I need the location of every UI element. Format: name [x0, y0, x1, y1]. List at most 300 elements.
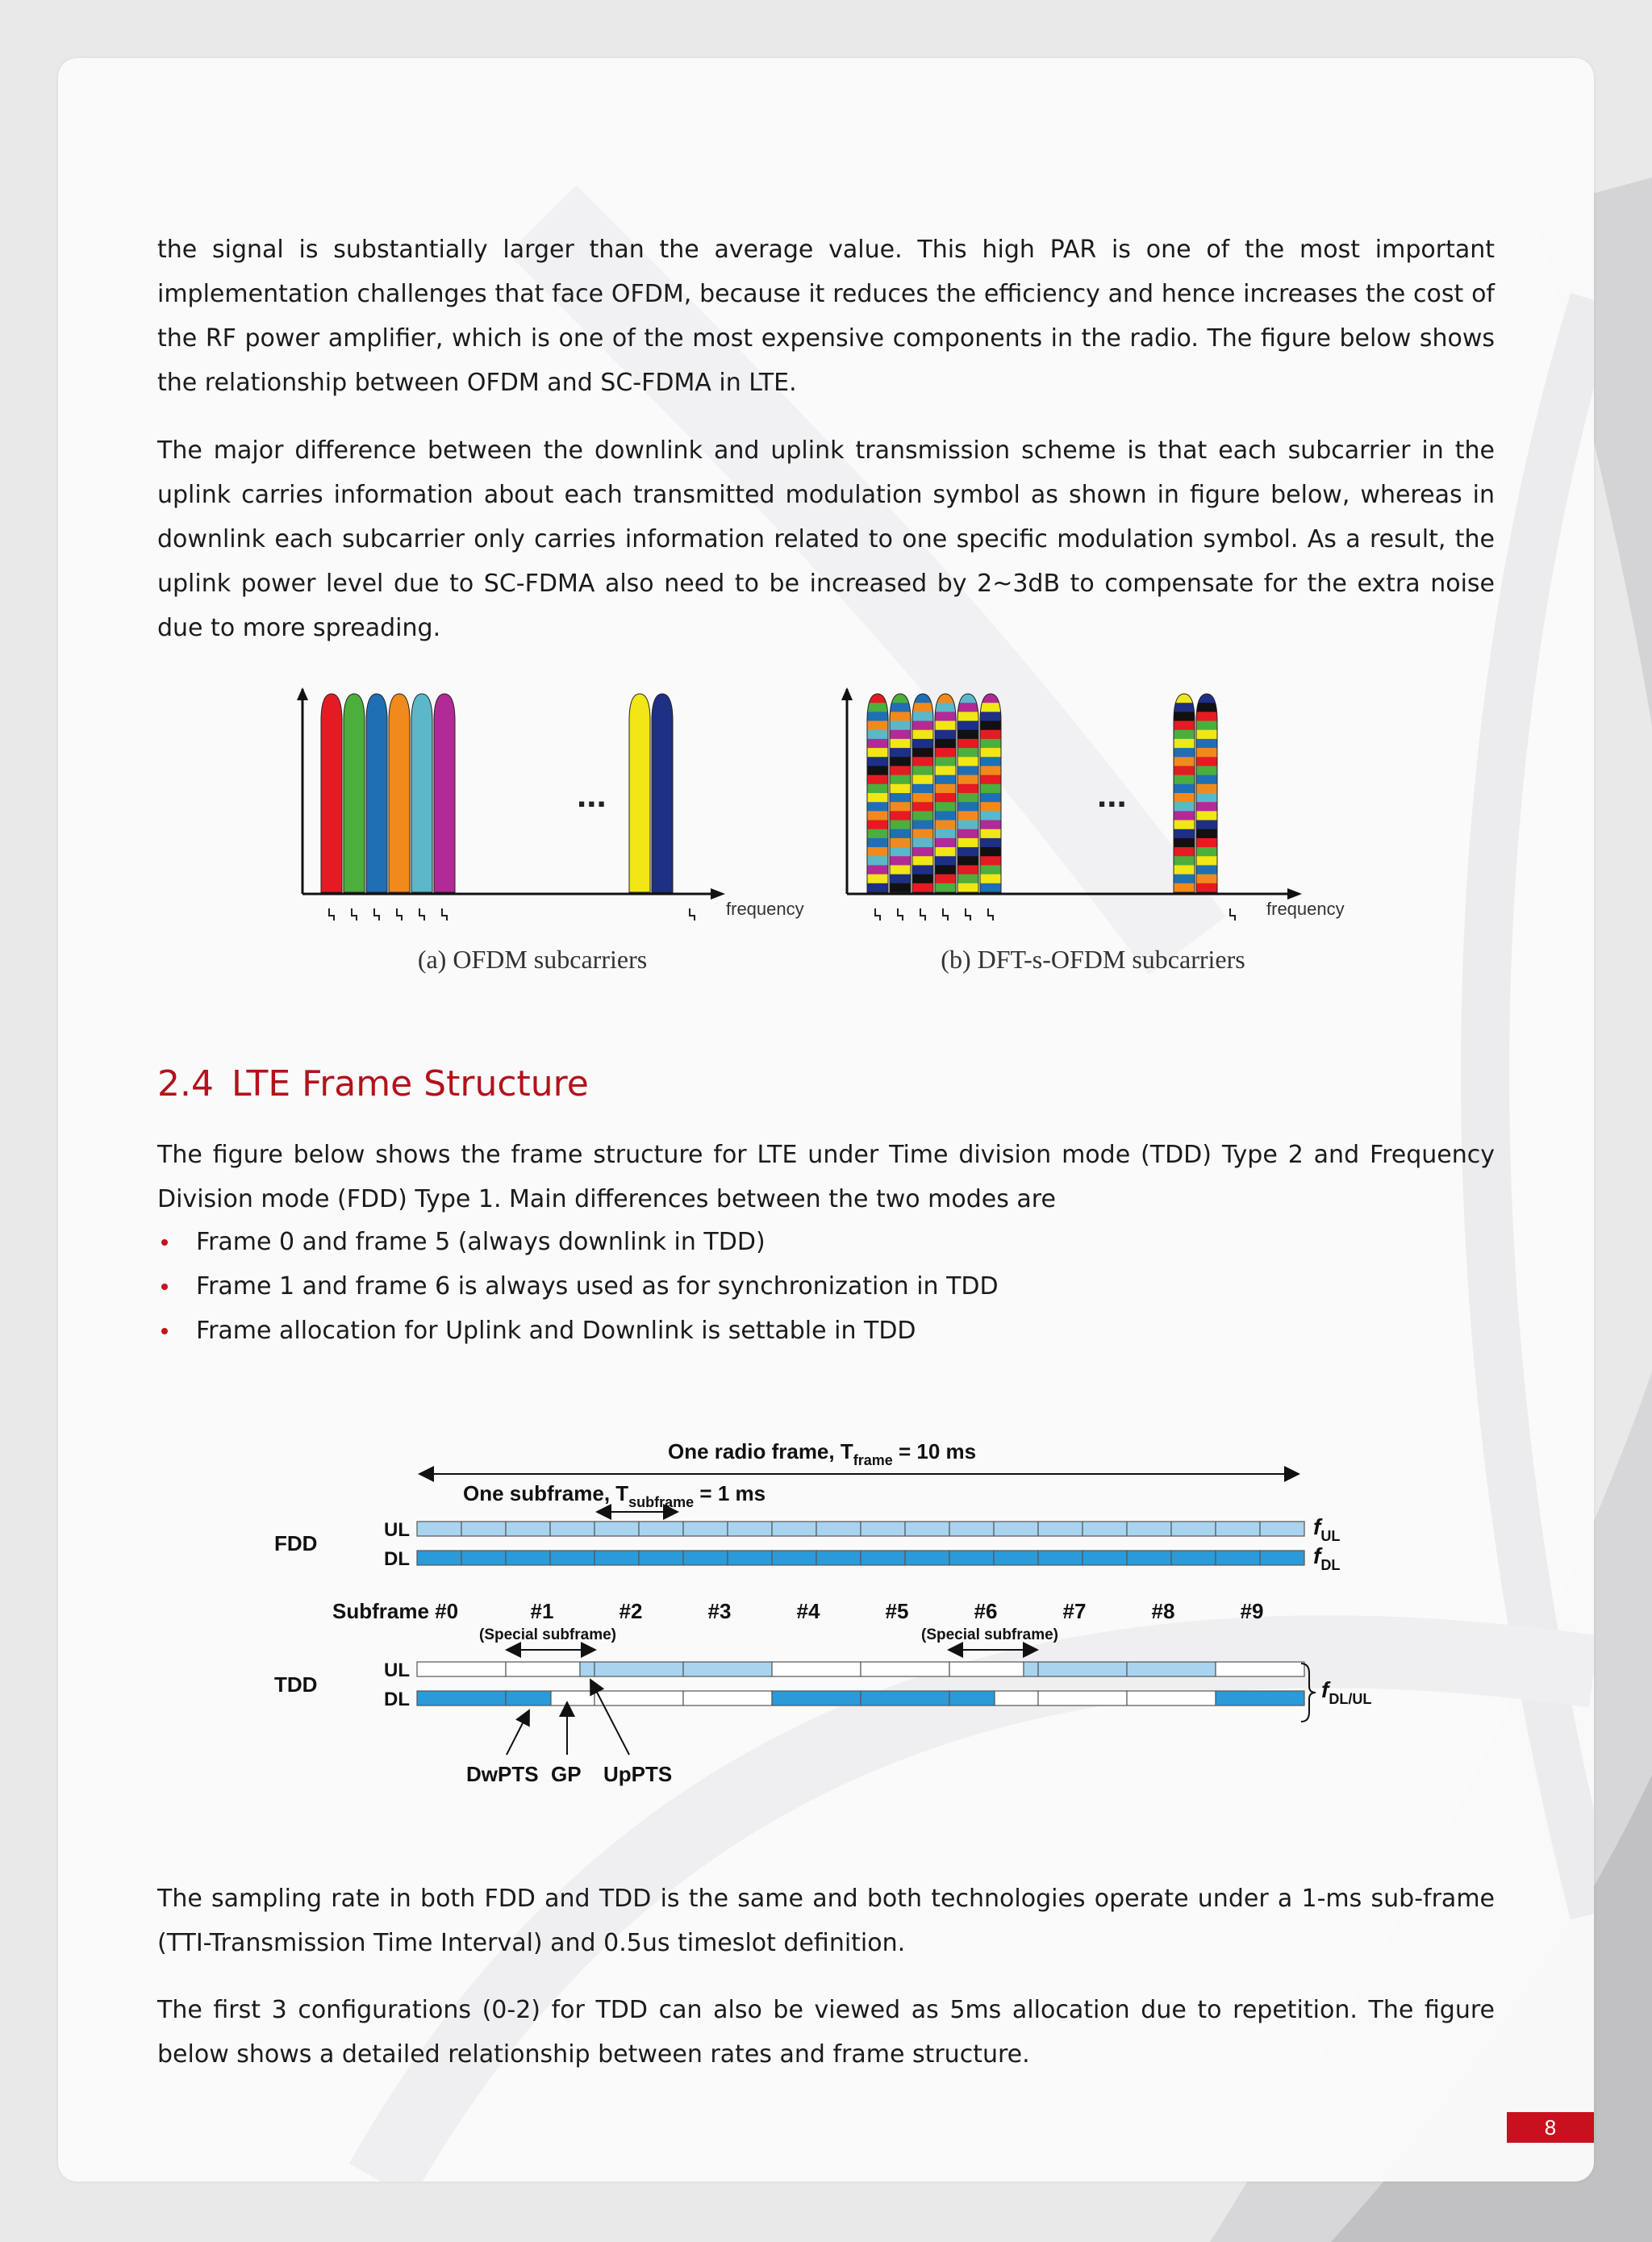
symbol-stripe	[980, 730, 1001, 740]
symbol-stripe	[867, 766, 888, 775]
tdd-ul-subframe	[1127, 1662, 1216, 1676]
symbol-stripe	[1174, 748, 1195, 758]
fdd-ul-slot	[1260, 1522, 1304, 1536]
subcarrier-tick	[397, 908, 402, 921]
symbol-stripe	[867, 838, 888, 848]
symbol-stripe	[867, 875, 888, 884]
symbol-stripe	[1174, 775, 1195, 785]
symbol-stripe	[1174, 811, 1195, 820]
symbol-stripe	[980, 784, 1001, 794]
dft-s-ofdm-subcarriers-panel	[841, 687, 1302, 921]
subcarrier-tick	[374, 908, 379, 921]
y-axis-arrowhead	[297, 687, 308, 700]
symbol-stripe	[867, 721, 888, 731]
symbol-stripe	[912, 829, 933, 839]
bullet-dot	[161, 1284, 168, 1290]
tdd-gp	[506, 1662, 580, 1676]
paragraph-uplink-difference: The major difference between the downlink and uplink transmission scheme is that each subcarrier in the uplink carries information about each transmitted modulation symbol as shown in figure below, whereas in downlink each subcarrier only carries information related to one specific modulation symbol. As a result, the uplink power level due to SC-FDMA also need to be increased by 2~3dB to compensate for the extra noise due to more spreading.	[157, 436, 1495, 642]
x-axis-arrowhead	[1287, 888, 1302, 900]
symbol-stripe	[1174, 784, 1195, 794]
dwpts-label: DwPTS	[466, 1762, 539, 1786]
symbol-stripe	[935, 856, 956, 866]
symbol-stripe	[867, 793, 888, 803]
symbol-stripe	[957, 865, 978, 875]
subcarrier-tick	[442, 908, 447, 921]
tdd-dl-empty	[594, 1691, 683, 1706]
subcarrier-tick	[943, 908, 948, 921]
fdd-dl-slot	[861, 1551, 905, 1565]
subframe-number: #7	[1062, 1599, 1087, 1623]
fdd-dl-slot	[1083, 1551, 1127, 1565]
gp-label: GP	[551, 1762, 582, 1786]
subframe-number: #4	[796, 1599, 820, 1623]
tdd-gp	[949, 1662, 1024, 1676]
fdd-ul-slot	[1038, 1522, 1083, 1536]
symbol-stripe	[1174, 802, 1195, 812]
symbol-stripe	[1196, 748, 1217, 758]
tdd-dl-empty	[1127, 1691, 1216, 1706]
symbol-stripe	[935, 757, 956, 766]
symbol-stripe	[1196, 820, 1217, 830]
symbol-stripe	[980, 712, 1001, 721]
subcarrier-tick	[352, 908, 357, 921]
fdd-ul-slot	[461, 1522, 506, 1536]
symbol-stripe	[935, 694, 956, 703]
subframe-number: #5	[885, 1599, 909, 1623]
symbol-stripe	[1196, 847, 1217, 857]
ofdm-subcarrier	[411, 694, 432, 892]
symbol-stripe	[980, 802, 1001, 812]
tdd-uppts	[580, 1662, 594, 1676]
symbol-stripe	[957, 802, 978, 812]
symbol-stripe	[935, 703, 956, 712]
symbol-stripe	[935, 802, 956, 812]
fdd-ul-slot	[905, 1522, 949, 1536]
symbol-stripe	[890, 883, 911, 893]
subcarrier-tick	[966, 908, 970, 921]
tdd-dl-row	[417, 1691, 1304, 1706]
ellipsis-b: ...	[1097, 775, 1127, 815]
subcarrier-tick	[875, 908, 880, 921]
symbol-stripe	[912, 865, 933, 875]
symbol-stripe	[890, 838, 911, 848]
tdd-dwpts	[506, 1691, 551, 1706]
section-heading	[157, 1063, 589, 1104]
fdd-ul-slot	[594, 1522, 639, 1536]
tdd-ul-empty	[417, 1662, 506, 1676]
tdd-dl-empty	[1038, 1691, 1127, 1706]
fdd-ul-slot	[1083, 1522, 1127, 1536]
subframe-number: #3	[707, 1599, 732, 1623]
symbol-stripe	[912, 712, 933, 721]
symbol-stripe	[867, 829, 888, 839]
symbol-stripe	[912, 703, 933, 712]
symbol-stripe	[980, 811, 1001, 820]
symbol-stripe	[935, 730, 956, 740]
symbol-stripe	[1196, 856, 1217, 866]
frame-structure-figure	[266, 1428, 1395, 1799]
symbol-stripe	[957, 829, 978, 839]
radio-frame-label: One radio frame, $T_{frame} = 10$ ms	[668, 1439, 977, 1468]
symbol-stripe	[935, 883, 956, 893]
symbol-stripe	[867, 784, 888, 794]
subframe-number: #6	[974, 1599, 998, 1623]
symbol-stripe	[980, 847, 1001, 857]
fdd-ul-slot	[994, 1522, 1038, 1536]
special-subframe-label-6: (Special subframe)	[921, 1626, 1058, 1643]
fdd-dl-slot	[594, 1551, 639, 1565]
symbol-stripe	[980, 748, 1001, 758]
symbol-stripe	[912, 820, 933, 830]
symbol-stripe	[1196, 802, 1217, 812]
f-ul-label: $f_{UL}$	[1313, 1514, 1341, 1544]
symbol-stripe	[980, 856, 1001, 866]
symbol-stripe	[890, 739, 911, 749]
symbol-stripe	[980, 757, 1001, 766]
symbol-stripe	[890, 829, 911, 839]
symbol-stripe	[935, 820, 956, 830]
symbol-stripe	[890, 793, 911, 803]
subframe-number: #2	[619, 1599, 643, 1623]
paragraph-frame-structure: The figure below shows the frame structure for LTE under Time division mode (TDD) Type 2 and Frequency Division mode (FDD) Type 1. Main differences between the two modes are	[157, 1141, 1495, 1213]
tdd-ul-subframe	[1038, 1662, 1127, 1676]
symbol-stripe	[912, 748, 933, 758]
symbol-stripe	[890, 865, 911, 875]
symbol-stripe	[980, 775, 1001, 785]
subcarrier-tick	[419, 908, 424, 921]
symbol-stripe	[957, 703, 978, 712]
symbol-stripe	[912, 856, 933, 866]
symbol-stripe	[980, 883, 1001, 893]
symbol-stripe	[1174, 856, 1195, 866]
ofdm-subcarrier	[321, 694, 342, 892]
symbol-stripe	[912, 757, 933, 766]
list-item: Frame 0 and frame 5 (always downlink in TDD)	[157, 1220, 999, 1264]
tdd-ul-empty	[772, 1662, 861, 1676]
symbol-stripe	[957, 712, 978, 721]
fdd-dl-slot	[816, 1551, 861, 1565]
fdd-ul-slot	[683, 1522, 728, 1536]
symbol-stripe	[1174, 847, 1195, 857]
symbol-stripe	[890, 811, 911, 820]
x-axis-arrowhead	[711, 888, 725, 900]
symbol-stripe	[957, 757, 978, 766]
tdd-ul-row	[417, 1662, 1304, 1676]
symbol-stripe	[912, 694, 933, 703]
fdd-dl-slot	[506, 1551, 550, 1565]
symbol-stripe	[912, 784, 933, 794]
fdd-dl-slot	[994, 1551, 1038, 1565]
symbol-stripe	[1174, 829, 1195, 839]
symbol-stripe	[957, 856, 978, 866]
fdd-dl-row	[417, 1551, 1304, 1565]
symbol-stripe	[1196, 865, 1217, 875]
tdd-dl-subframe	[861, 1691, 949, 1706]
symbol-stripe	[867, 883, 888, 893]
dft-s-ofdm-subcarrier	[890, 694, 911, 893]
tdd-ul-label: UL	[384, 1660, 410, 1681]
tdd-dl-subframe	[1216, 1691, 1304, 1706]
symbol-stripe	[935, 775, 956, 785]
symbol-stripe	[980, 875, 1001, 884]
frequency-axis-label-b: frequency	[1266, 899, 1345, 919]
special-subframe-label-1: (Special subframe)	[479, 1626, 616, 1643]
paragraph-par: the signal is substantially larger than the average value. This high PAR is one of the most important implementation challenges that face OFDM, because it reduces the efficiency and hence increases the cost of the RF power amplifier, which is one of the most expensive components in the radio. The figure below shows the relationship between OFDM and SC-FDMA in LTE.	[157, 236, 1495, 397]
subcarrier-tick	[1230, 908, 1235, 921]
symbol-stripe	[890, 802, 911, 812]
symbol-stripe	[912, 838, 933, 848]
symbol-stripe	[1196, 829, 1217, 839]
fdd-dl-slot	[1038, 1551, 1083, 1565]
subframe-label: One subframe, $T_{subframe} = 1$ ms	[463, 1481, 766, 1510]
fdd-dl-slot	[1216, 1551, 1260, 1565]
symbol-stripe	[957, 748, 978, 758]
paragraph-configurations: The first 3 configurations (0-2) for TDD can also be viewed as 5ms allocation due to repetition. The figure below shows a detailed relationship between rates and frame structure.	[157, 1996, 1495, 2069]
y-axis-arrowhead	[841, 687, 853, 700]
symbol-stripe	[1196, 793, 1217, 803]
ofdm-subcarrier	[366, 694, 387, 892]
symbol-stripe	[935, 829, 956, 839]
dft-s-ofdm-subcarrier	[980, 694, 1001, 893]
fdd-dl-slot	[639, 1551, 683, 1565]
symbol-stripe	[1196, 775, 1217, 785]
symbol-stripe	[890, 721, 911, 731]
fdd-dl-slot	[728, 1551, 772, 1565]
symbol-stripe	[912, 847, 933, 857]
symbol-stripe	[957, 775, 978, 785]
symbol-stripe	[935, 748, 956, 758]
dft-s-ofdm-subcarrier	[912, 694, 933, 893]
ofdm-subcarrier	[344, 694, 365, 892]
section-title: LTE Frame Structure	[231, 1063, 589, 1104]
fdd-ul-slot	[506, 1522, 550, 1536]
dft-s-ofdm-subcarrier	[1174, 694, 1195, 893]
subcarrier-figure	[290, 686, 1371, 984]
symbol-stripe	[890, 766, 911, 775]
fdd-dl-slot	[550, 1551, 594, 1565]
symbol-stripe	[935, 847, 956, 857]
ofdm-subcarrier	[389, 694, 410, 892]
symbol-stripe	[980, 865, 1001, 875]
symbol-stripe	[1196, 784, 1217, 794]
symbol-stripe	[912, 811, 933, 820]
symbol-stripe	[935, 784, 956, 794]
symbol-stripe	[1196, 757, 1217, 766]
symbol-stripe	[1196, 766, 1217, 775]
symbol-stripe	[935, 793, 956, 803]
fdd-dl-slot	[772, 1551, 816, 1565]
fdd-ul-slot	[639, 1522, 683, 1536]
ofdm-subcarrier	[652, 694, 673, 892]
symbol-stripe	[1196, 875, 1217, 884]
fdd-dl-slot	[417, 1551, 461, 1565]
fdd-ul-slot	[1171, 1522, 1216, 1536]
fdd-ul-slot	[1127, 1522, 1171, 1536]
tdd-dl-label: DL	[384, 1689, 410, 1710]
symbol-stripe	[1174, 793, 1195, 803]
symbol-stripe	[935, 739, 956, 749]
symbol-stripe	[912, 875, 933, 884]
symbol-stripe	[980, 694, 1001, 703]
page-number: 8	[1507, 2112, 1594, 2143]
symbol-stripe	[935, 766, 956, 775]
bullet-dot	[161, 1328, 168, 1334]
fdd-dl-slot	[1171, 1551, 1216, 1565]
symbol-stripe	[935, 712, 956, 721]
fdd-dl-slot	[683, 1551, 728, 1565]
tdd-ul-subframe	[683, 1662, 772, 1676]
symbol-stripe	[1174, 875, 1195, 884]
symbol-stripe	[890, 730, 911, 740]
symbol-stripe	[890, 847, 911, 857]
symbol-stripe	[890, 775, 911, 785]
subframe-number: #9	[1240, 1599, 1264, 1623]
symbol-stripe	[1174, 703, 1195, 712]
symbol-stripe	[867, 730, 888, 740]
symbol-stripe	[957, 730, 978, 740]
fdd-ul-slot	[772, 1522, 816, 1536]
fdd-dl-slot	[1127, 1551, 1171, 1565]
symbol-stripe	[912, 883, 933, 893]
list-item: Frame allocation for Uplink and Downlink is settable in TDD	[157, 1309, 999, 1353]
symbol-stripe	[980, 703, 1001, 712]
dft-s-ofdm-subcarrier	[957, 694, 978, 893]
tdd-ul-empty	[1216, 1662, 1304, 1676]
fdd-dl-slot	[1260, 1551, 1304, 1565]
symbol-stripe	[912, 793, 933, 803]
fdd-ul-row	[417, 1522, 1304, 1536]
paragraph-sampling-rate: The sampling rate in both FDD and TDD is the same and both technologies operate under a 1-ms sub-frame (TTI-Transmission Time Interval) and 0.5us timeslot definition.	[157, 1885, 1495, 1957]
uppts-label: UpPTS	[603, 1762, 673, 1786]
subcarrier-tick	[690, 908, 695, 921]
symbol-stripe	[890, 784, 911, 794]
symbol-stripe	[957, 847, 978, 857]
symbol-stripe	[935, 721, 956, 731]
section-number: 2.4	[157, 1063, 214, 1104]
symbol-stripe	[1196, 694, 1217, 703]
symbol-stripe	[1196, 811, 1217, 820]
symbol-stripe	[1196, 739, 1217, 749]
symbol-stripe	[1174, 694, 1195, 703]
symbol-stripe	[980, 739, 1001, 749]
f-dlul-label: $f_{DL/UL}$	[1321, 1677, 1372, 1707]
ofdm-subcarriers-panel	[297, 687, 725, 921]
symbol-stripe	[1174, 820, 1195, 830]
symbol-stripe	[957, 694, 978, 703]
tdd-ul-empty	[861, 1662, 949, 1676]
symbol-stripe	[890, 748, 911, 758]
caption-dft-s-ofdm: (b) DFT-s-OFDM subcarriers	[941, 945, 1245, 974]
tdd-label: TDD	[274, 1672, 318, 1697]
ofdm-subcarrier	[629, 694, 650, 892]
dwpts-arrow	[507, 1710, 529, 1755]
symbol-stripe	[980, 838, 1001, 848]
symbol-stripe	[912, 730, 933, 740]
symbol-stripe	[867, 748, 888, 758]
symbol-stripe	[1174, 757, 1195, 766]
tdd-dl-subframe	[417, 1691, 506, 1706]
symbol-stripe	[957, 820, 978, 830]
tdd-ul-subframe	[594, 1662, 683, 1676]
dft-s-ofdm-subcarrier	[867, 694, 888, 893]
symbol-stripe	[957, 875, 978, 884]
tdd-dl-empty	[683, 1691, 772, 1706]
symbol-stripe	[1174, 838, 1195, 848]
symbol-stripe	[890, 694, 911, 703]
fdd-ul-slot	[949, 1522, 994, 1536]
symbol-stripe	[935, 865, 956, 875]
symbol-stripe	[1196, 721, 1217, 731]
list-item: Frame 1 and frame 6 is always used as for synchronization in TDD	[157, 1264, 999, 1309]
symbol-stripe	[935, 838, 956, 848]
symbol-stripe	[935, 811, 956, 820]
symbol-stripe	[867, 757, 888, 766]
tdd-dl-subframe	[772, 1691, 861, 1706]
symbol-stripe	[890, 875, 911, 884]
symbol-stripe	[867, 694, 888, 703]
symbol-stripe	[1174, 865, 1195, 875]
fdd-ul-slot	[550, 1522, 594, 1536]
symbol-stripe	[980, 793, 1001, 803]
symbol-stripe	[957, 793, 978, 803]
fdd-dl-slot	[905, 1551, 949, 1565]
tdd-gp	[551, 1691, 594, 1706]
symbol-stripe	[1174, 883, 1195, 893]
symbol-stripe	[1174, 766, 1195, 775]
symbol-stripe	[867, 703, 888, 712]
fdd-dl-slot	[949, 1551, 994, 1565]
symbol-stripe	[912, 802, 933, 812]
symbol-stripe	[912, 775, 933, 785]
ellipsis-a: ...	[577, 775, 607, 815]
subframe-number: #1	[530, 1599, 554, 1623]
fdd-label: FDD	[274, 1531, 318, 1555]
tdd-gp	[995, 1691, 1038, 1706]
symbol-stripe	[867, 811, 888, 820]
dft-s-ofdm-subcarrier	[1196, 694, 1217, 893]
symbol-stripe	[1196, 730, 1217, 740]
symbol-stripe	[980, 820, 1001, 830]
symbol-stripe	[867, 775, 888, 785]
dft-s-ofdm-subcarrier	[935, 694, 956, 893]
symbol-stripe	[867, 802, 888, 812]
frequency-axis-label-a: frequency	[726, 899, 804, 919]
ofdm-subcarrier	[434, 694, 455, 892]
symbol-stripe	[957, 784, 978, 794]
symbol-stripe	[1174, 739, 1195, 749]
fdd-ul-slot	[1216, 1522, 1260, 1536]
symbol-stripe	[890, 712, 911, 721]
symbol-stripe	[1196, 703, 1217, 712]
fdd-dl-label: DL	[384, 1548, 410, 1570]
bullet-dot	[161, 1239, 168, 1246]
subcarrier-tick	[329, 908, 334, 921]
fdd-ul-slot	[417, 1522, 461, 1536]
subframe-number-row	[332, 1599, 1263, 1623]
symbol-stripe	[867, 847, 888, 857]
fdd-dl-slot	[461, 1551, 506, 1565]
symbol-stripe	[890, 856, 911, 866]
symbol-stripe	[957, 739, 978, 749]
symbol-stripe	[980, 766, 1001, 775]
symbol-stripe	[867, 739, 888, 749]
tdd-uppts	[1024, 1662, 1038, 1676]
symbol-stripe	[867, 712, 888, 721]
symbol-stripe	[867, 865, 888, 875]
subcarrier-tick	[920, 908, 925, 921]
symbol-stripe	[957, 811, 978, 820]
symbol-stripe	[867, 820, 888, 830]
